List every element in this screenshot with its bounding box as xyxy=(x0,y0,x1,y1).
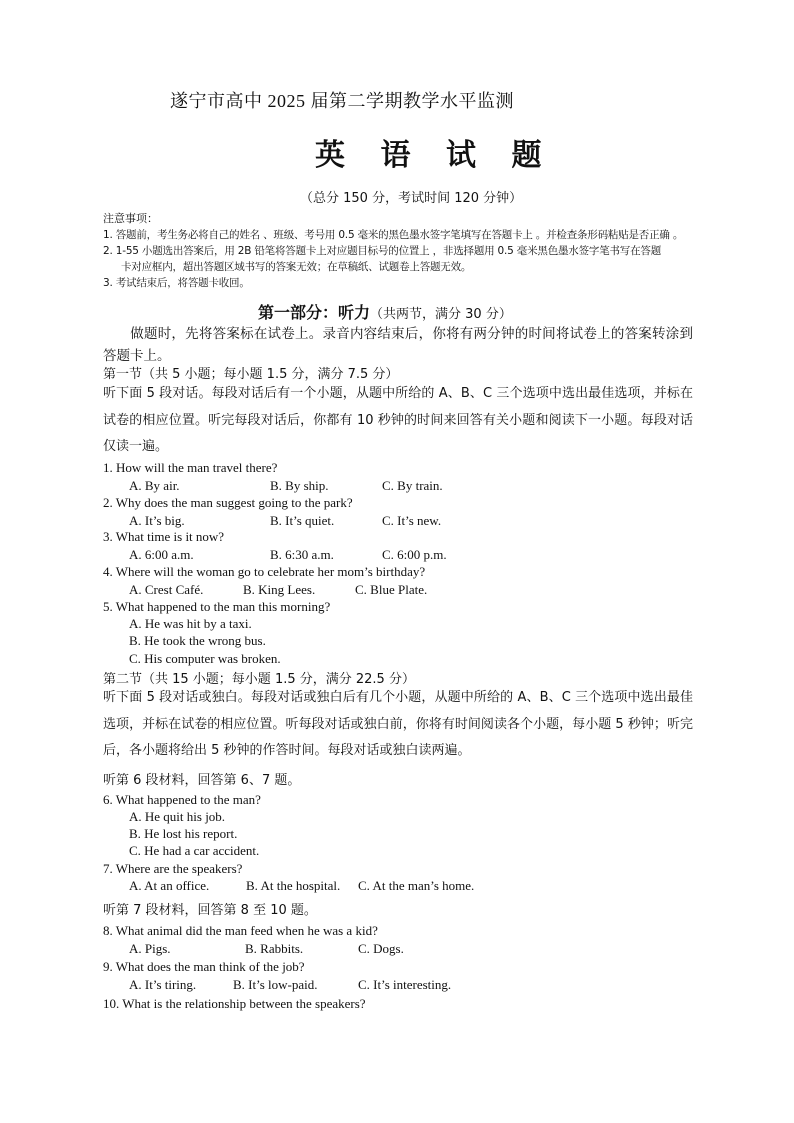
question-5: 5. What happened to the man this morning? xyxy=(103,599,331,614)
q6-option-c: C. He had a car accident. xyxy=(129,843,260,858)
section1-instructions xyxy=(103,381,693,461)
q9-option-b: B. It’s low-paid. xyxy=(233,977,318,992)
q5-option-c: C. His computer was broken. xyxy=(129,651,281,666)
q2-option-a: A. It’s big. xyxy=(129,513,185,528)
notice-item-2: 2. 1-55 小题选出答案后，用 2B 铅笔将答题卡上对应题目标号的位置上 ，非选择题用 0.5 毫米黑色墨水签字笔书写在答题 xyxy=(103,245,661,257)
section1-heading: 第一节（共 5 小题；每小题 1.5 分，满分 7.5 分） xyxy=(103,367,399,382)
q1-option-c: C. By train. xyxy=(382,478,443,493)
question-3: 3. What time is it now? xyxy=(103,529,225,544)
q3-option-b: B. 6:30 a.m. xyxy=(270,547,334,562)
part1-title-note: （共两节，满分 30 分） xyxy=(370,307,512,322)
section2-instructions xyxy=(103,685,693,765)
question-1: 1. How will the man travel there? xyxy=(103,460,278,475)
q4-option-a: A. Crest Café. xyxy=(129,582,204,597)
q8-option-a: A. Pigs. xyxy=(129,941,171,956)
q5-option-b: B. He took the wrong bus. xyxy=(129,633,266,648)
exam-header-line: 遂宁市高中 2025 届第二学期教学水平监测 xyxy=(170,91,514,111)
q4-option-b: B. King Lees. xyxy=(243,582,316,597)
question-2: 2. Why does the man suggest going to the park? xyxy=(103,495,353,510)
q8-option-b: B. Rabbits. xyxy=(245,941,304,956)
q9-option-a: A. It’s tiring. xyxy=(129,977,197,992)
q4-option-c: C. Blue Plate. xyxy=(355,582,428,597)
question-6: 6. What happened to the man? xyxy=(103,792,261,807)
q6-option-b: B. He lost his report. xyxy=(129,826,238,841)
q7-option-a: A. At an office. xyxy=(129,878,210,893)
section2-instructions-text: 听下面 5 段对话或独白。每段对话或独白后有几个小题，从题中所给的 A、B、C 三个选项中选出最佳选项，并标在试卷的相应位置。听每段对话或独白前，你将有时间阅读各个小题，每小题 5 秒钟；听完后，各小题将给出 5 秒钟的作答时间。每段对话或独白读两遍。 xyxy=(103,690,693,758)
q8-option-c: C. Dogs. xyxy=(358,941,404,956)
part1-title xyxy=(258,300,512,323)
part1-intro xyxy=(103,323,693,367)
section1-instructions-text: 听下面 5 段对话。每段对话后有一个小题，从题中所给的 A、B、C 三个选项中选出最佳选项，并标在试卷的相应位置。听完每段对话后，你都有 10 秒钟的时间来回答有关小题和阅读下一小题。每段对话仅读一遍。 xyxy=(103,386,693,454)
q1-option-a: A. By air. xyxy=(129,478,180,493)
material-6-note: 听第 6 段材料，回答第 6、7 题。 xyxy=(103,773,301,788)
question-7: 7. Where are the speakers? xyxy=(103,861,243,876)
q2-option-c: C. It’s new. xyxy=(382,513,442,528)
q1-option-b: B. By ship. xyxy=(270,478,329,493)
section2-heading: 第二节（共 15 小题；每小题 1.5 分，满分 22.5 分） xyxy=(103,672,415,687)
notice-item-3: 3. 考试结束后，将答题卡收回。 xyxy=(103,277,250,289)
q3-option-a: A. 6:00 a.m. xyxy=(129,547,194,562)
notice-heading: 注意事项： xyxy=(103,212,158,225)
q7-option-b: B. At the hospital. xyxy=(246,878,341,893)
exam-subtitle: （总分 150 分，考试时间 120 分钟） xyxy=(300,191,523,206)
q9-option-c: C. It’s interesting. xyxy=(358,977,452,992)
q7-option-c: C. At the man’s home. xyxy=(358,878,475,893)
page-title: 英 语 试 题 xyxy=(315,139,556,172)
q5-option-a: A. He was hit by a taxi. xyxy=(129,616,252,631)
notice-item-1: 1. 答题前，考生务必将自己的姓名 、班级、考号用 0.5 毫米的黑色墨水签字笔填写在答题卡上 。并检查条形码粘贴是否正确 。 xyxy=(103,229,684,241)
question-9: 9. What does the man think of the job? xyxy=(103,959,305,974)
q6-option-a: A. He quit his job. xyxy=(129,809,226,824)
part1-title-text: 第一部分：听力 xyxy=(258,303,371,322)
part1-intro-text: 做题时，先将答案标在试卷上。录音内容结束后，你将有两分钟的时间将试卷上的答案转涂到答题卡上。 xyxy=(103,326,693,364)
question-10: 10. What is the relationship between the speakers? xyxy=(103,996,366,1011)
q3-option-c: C. 6:00 p.m. xyxy=(382,547,447,562)
q2-option-b: B. It’s quiet. xyxy=(270,513,335,528)
notice-item-2-cont: 卡对应框内，超出答题区域书写的答案无效；在草稿纸、试题卷上答题无效。 xyxy=(121,261,472,273)
question-8: 8. What animal did the man feed when he was a kid? xyxy=(103,923,378,938)
question-4: 4. Where will the woman go to celebrate her mom’s birthday? xyxy=(103,564,426,579)
material-7-note: 听第 7 段材料，回答第 8 至 10 题。 xyxy=(103,903,317,918)
